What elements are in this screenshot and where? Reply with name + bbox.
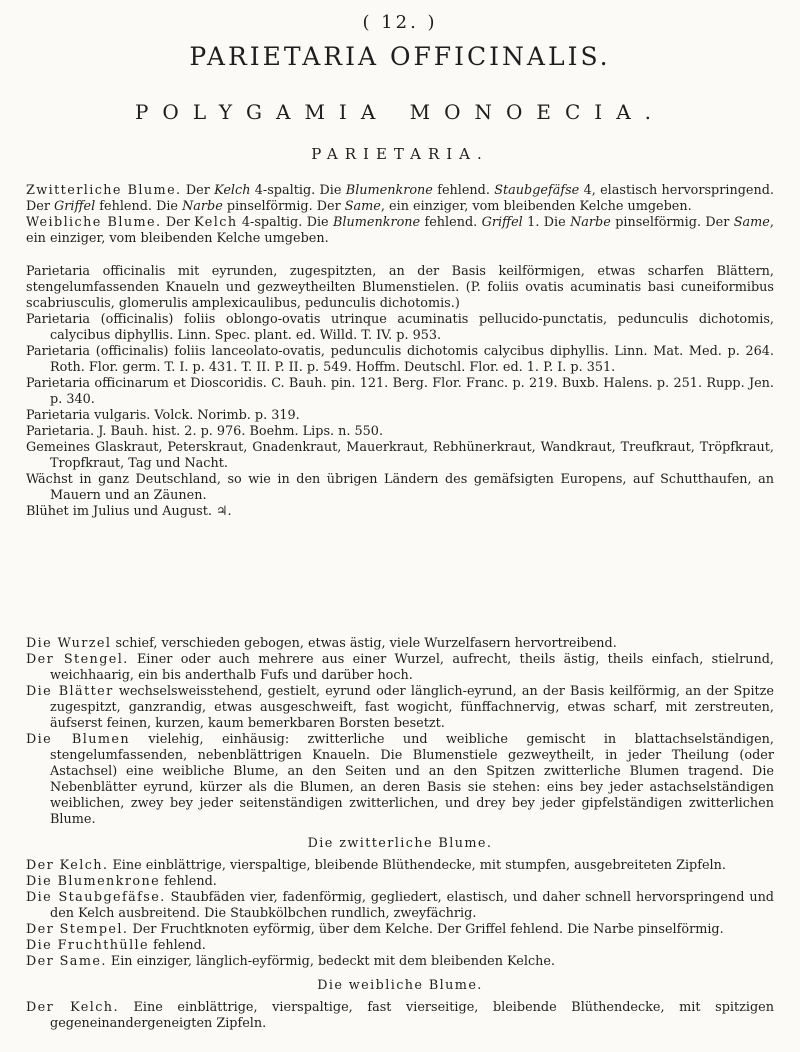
linnaean-class: POLYGAMIA MONOECIA. [134,100,666,124]
term-label: Die Wurzel [26,636,112,651]
term-label: Der Stengel. [26,652,129,667]
term-text: Eine einblättrige, vierspaltige, bleibende Blüthendecke, mit stumpfen, ausgebreiteten Zipfeln. [112,858,726,873]
flowering-time: Blühet im Julius und August. ♃. [26,504,232,519]
term-blumenkrone: Blumenkrone [333,215,421,230]
female-flower-paragraph [26,215,774,247]
zwitter-item [26,938,774,954]
synonym-entry: Parietaria officinarum et Dioscoridis. C. Bauh. pin. 121. Berg. Flor. Franc. p. 219. Buxb. Halens. p. 251. Rupp. Jen. p. 340. [26,376,774,407]
text-fragment: , ein einziger, vom bleibenden Kelche umgeben. [380,199,692,214]
synonym-entry: Parietaria officinalis mit eyrunden, zugespitzten, an der Basis keilförmigen, etwas scharfen Blättern, stengelumfassenden Knaueln und gezweytheilten Blumenstielen. (P. foliis ovatis acuminatis basi cuneiformibus scabriusculis, glomerulis amplexicaulibus, pedunculis dichotomis.) [26,264,774,311]
zwitter-item [26,922,774,938]
term-text: vielehig, einhäusig: zwitterliche und weibliche gemischt in blattachselständigen, stengelumfassenden, nebenblättrigen Knaueln. Die Blumenstiele gezweytheilt, in jeder Theilung (oder Astachsel) eine weibliche Blume, an den Seiten und an den Spitzen zwitterliche Blumen tragend. Die Nebenblätter eyrund, kürzer als die Blumen, an deren Basis sie stehen: eins bey jeder astachselständigen weiblichen, zwey bey jeder seitenständigen zwitterlichen, und drey bey jeder gipfelständigen zwitterlichen Blume. [50,732,774,827]
term-label: Der Stempel. [26,922,129,937]
term-blumenkrone: Blumenkrone [345,183,433,198]
term-label: Der Same. [26,954,107,969]
genus-description [26,183,774,247]
root-description [26,636,774,652]
section-heading-weiblich: Die weibliche Blume. [317,978,483,993]
synonym-entry: Parietaria. J. Bauh. hist. 2. p. 976. Boehm. Lips. n. 550. [26,424,384,439]
term-griffel: Griffel [481,215,523,230]
zwitter-item [26,858,774,874]
text-fragment: fehlend. [424,215,478,230]
synonym-entry: Parietaria (officinalis) foliis lanceolato-ovatis, pedunculis dichotomis calycibus diphyllis. Linn. Mat. Med. p. 264. Roth. Flor. germ. T. I. p. 431. T. II. P. II. p. 549. Hoffm. Deutschl. Flor. ed. 1. P. I. p. 351. [26,344,774,375]
term-narbe: Narbe [182,199,223,214]
term-text: Ein einziger, länglich-eyförmig, bedeckt mit dem bleibenden Kelche. [110,954,555,969]
term-label: Die Blumen [26,732,131,747]
term-label: Die Staubgefäfse. [26,890,166,905]
text-fragment: 4-spaltig. Die [241,215,329,230]
term-text: wechselsweisstehend, gestielt, eyrund oder länglich-eyrund, an der Basis keilförmig, an der Spitze zugespitzt, ganzrandig, etwas ausgeschweift, fast wogicht, fünffachnervig, etwas scharf, mit zerstreuten, äufserst feinen, kurzen, kaum bemerkbaren Borsten besetzt. [50,684,774,731]
synonym-entry: Parietaria vulgaris. Volck. Norimb. p. 319. [26,408,300,423]
stem-description [26,652,774,684]
zwitter-item [26,890,774,922]
habitat: Wächst in ganz Deutschland, so wie in den übrigen Ländern des gemäfsigten Europens, auf Schutthaufen, an Mauern und an Zäunen. [26,472,774,503]
term-label: Der Kelch. [26,1000,119,1015]
term-text: Einer oder auch mehrere aus einer Wurzel, aufrecht, theils ästig, theils einfach, stielrund, weichhaarig, ein bis anderthalb Fufs und darüber hoch. [50,652,774,683]
section-heading-zwitter: Die zwitterliche Blume. [307,836,493,851]
text-fragment: fehlend. [437,183,490,198]
text-fragment: 4-spaltig. Die [254,183,342,198]
genus-heading: PARIETARIA. [311,145,489,163]
term-same: Same [733,215,770,230]
text-fragment: Der [185,183,210,198]
term-text: Staubfäden vier, fadenförmig, gegliedert, elastisch, und daher schnell hervorspringend und den Kelch ausbreitend. Die Staubkölbchen rundlich, zweyfächrig. [50,890,775,921]
term-same: Same [344,199,381,214]
text-fragment: Der [165,215,190,230]
plant-description [26,636,774,1032]
hermaphrodite-flower-paragraph [26,183,774,215]
term-text: Eine einblättrige, vierspaltige, fast vierseitige, bleibende Blüthendecke, mit spitzigen gegeneinandergeneigten Zipfeln. [50,1000,774,1031]
term-staubgefaesse: Staubgefäfse [494,183,580,198]
zwitter-item [26,874,774,890]
text-fragment: pinselförmig. Der [615,215,730,230]
term-label: Die Blätter [26,684,114,699]
text-fragment: fehlend. Die [99,199,178,214]
hermaphrodite-label: Zwitterliche Blume. [26,183,182,198]
leaves-description [26,684,774,732]
page-title: PARIETARIA OFFICINALIS. [189,42,611,71]
term-text: fehlend. [164,874,217,889]
text-fragment: 1. Die [527,215,566,230]
term-kelch: Kelch [194,215,238,230]
term-narbe: Narbe [570,215,611,230]
term-label: Die Blumenkrone [26,874,161,889]
synonym-entry: Parietaria (officinalis) foliis oblongo-ovatis utrinque acuminatis pellucido-punctatis, pedunculis dichotomis, calycibus diphyllis. Linn. Spec. plant. ed. Willd. T. IV. p. 953. [26,312,774,343]
zwitter-item [26,954,774,970]
term-text: fehlend. [153,938,206,953]
text-fragment: , ein einziger, vom bleibenden Kelche umgeben. [26,215,774,246]
female-label: Weibliche Blume. [26,215,162,230]
term-text: schief, verschieden gebogen, etwas ästig, viele Wurzelfasern hervortreibend. [115,636,617,651]
term-text: Der Fruchtknoten eyförmig, über dem Kelche. Der Griffel fehlend. Die Narbe pinselförmig. [132,922,724,937]
term-kelch: Kelch [214,183,251,198]
page-number: ( 12. ) [362,12,438,33]
text-fragment: 4, elastisch hervorspringend. Der [26,183,774,214]
term-label: Die Fruchthülle [26,938,150,953]
text-fragment: pinselförmig. Der [226,199,341,214]
synonymy-block [26,264,774,520]
term-griffel: Griffel [54,199,96,214]
weiblich-item [26,1000,774,1032]
flowers-description [26,732,774,828]
term-label: Der Kelch. [26,858,109,873]
common-names: Gemeines Glaskraut, Peterskraut, Gnadenkraut, Mauerkraut, Rebhünerkraut, Wandkraut, Treufkraut, Tröpfkraut, Tropfkraut, Tag und Nacht. [26,440,774,471]
